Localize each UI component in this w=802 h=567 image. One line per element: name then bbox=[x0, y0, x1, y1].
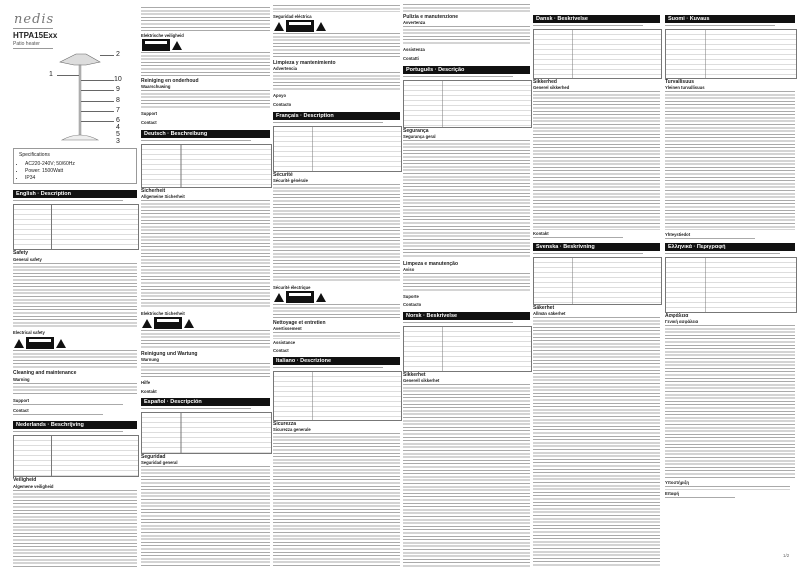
heading-contact-fr: Contact bbox=[273, 348, 289, 353]
text-block bbox=[141, 465, 270, 567]
heading-electrical-en: Electrical safety bbox=[13, 330, 45, 335]
heading-general-fi: Yleinen turvallisuus bbox=[665, 85, 705, 90]
heading-safety-sv: Säkerhet bbox=[533, 305, 555, 311]
section-header-el: Ελληνικά · Περιγραφή bbox=[665, 243, 795, 251]
text-block bbox=[141, 199, 270, 309]
caution-icons bbox=[142, 39, 182, 51]
text-block bbox=[141, 89, 270, 109]
text-block bbox=[403, 321, 513, 324]
text-block bbox=[273, 303, 400, 319]
text-block bbox=[533, 252, 643, 255]
heading-cleaning-de: Reinigung und Wartung bbox=[141, 351, 198, 357]
spec-item: • Power: 1500Watt bbox=[25, 168, 131, 175]
section-header-da: Dansk · Beskrivelse bbox=[533, 15, 660, 23]
text-block bbox=[665, 237, 755, 240]
model-title: HTPA15Exx bbox=[13, 31, 58, 40]
text-block bbox=[141, 407, 251, 410]
heading-general-it: Sicurezza generale bbox=[273, 427, 311, 432]
heading-support-fr: Assistance bbox=[273, 340, 296, 345]
heading-electrical-fr: Sécurité électrique bbox=[273, 285, 311, 290]
text-block bbox=[273, 32, 400, 58]
text-block bbox=[403, 139, 530, 259]
text-block bbox=[533, 24, 643, 27]
heading-cleaning-en: Cleaning and maintenance bbox=[13, 370, 77, 376]
leader-7 bbox=[81, 111, 114, 112]
warning-icon bbox=[316, 293, 326, 302]
section-header-pt: Português · Descrição bbox=[403, 66, 530, 74]
leader-9 bbox=[81, 90, 114, 91]
warning-icon bbox=[14, 339, 24, 348]
heading-support-en: Support bbox=[13, 398, 30, 403]
warning-icon bbox=[56, 339, 66, 348]
heading-general-el: Γενική ασφάλεια bbox=[665, 319, 699, 324]
part-number-6: 6 bbox=[116, 117, 120, 124]
spec-item: • AC220-240V; 50/60Hz bbox=[25, 161, 131, 168]
heading-safety-pt: Segurança bbox=[403, 128, 429, 134]
text-block bbox=[665, 90, 795, 230]
caution-icons bbox=[142, 317, 194, 329]
part-number-8: 8 bbox=[116, 97, 120, 104]
heading-cleaning-es: Limpieza y mantenimiento bbox=[273, 60, 336, 66]
text-block bbox=[273, 71, 400, 91]
heading-warning-de: Warnung bbox=[141, 357, 159, 362]
section-header-de: Deutsch · Beschreibung bbox=[141, 130, 270, 138]
heading-safety-no: Sikkerhet bbox=[403, 372, 426, 378]
text-block bbox=[273, 331, 400, 339]
text-block bbox=[665, 485, 790, 490]
text-block bbox=[403, 75, 513, 78]
spec-item: • IP34 bbox=[25, 175, 131, 182]
text-block bbox=[13, 403, 123, 406]
text-block bbox=[13, 489, 137, 567]
text-block bbox=[665, 24, 775, 27]
specifications-box bbox=[13, 148, 137, 184]
title-rule bbox=[13, 48, 53, 49]
heading-warning-es: Advertencia bbox=[273, 66, 297, 71]
part-number-3: 3 bbox=[116, 138, 120, 145]
part-number-2: 2 bbox=[116, 51, 120, 58]
heading-general-en: General safety bbox=[13, 257, 42, 262]
text-block bbox=[665, 324, 795, 479]
parts-table-fr bbox=[273, 126, 402, 172]
logo-rule bbox=[13, 28, 53, 29]
part-number-7: 7 bbox=[116, 107, 120, 114]
parts-table-nl bbox=[13, 435, 139, 477]
specifications-title: Specifications bbox=[19, 152, 50, 158]
parts-table-en bbox=[13, 204, 139, 250]
warning-icon bbox=[184, 319, 194, 328]
heading-warning-it: Avvertenza bbox=[403, 20, 426, 25]
caution-label-icon bbox=[142, 39, 170, 51]
parts-table-sv bbox=[533, 257, 662, 305]
text-block bbox=[141, 51, 270, 77]
text-block bbox=[141, 6, 270, 32]
caution-label-icon bbox=[154, 317, 182, 329]
heading-general-nl: Algemene veiligheid bbox=[13, 484, 54, 489]
text-block bbox=[403, 25, 530, 45]
heading-contact-de: Kontakt bbox=[141, 389, 157, 394]
text-block bbox=[665, 496, 735, 499]
leader-10 bbox=[81, 80, 114, 81]
section-header-en: English · Description bbox=[13, 190, 137, 198]
text-block bbox=[141, 139, 251, 142]
heading-safety-it: Sicurezza bbox=[273, 421, 297, 427]
heading-general-sv: Allmän säkerhet bbox=[533, 311, 566, 316]
page-number: 1/2 bbox=[783, 553, 790, 558]
heading-contact-it: Contatti bbox=[403, 56, 419, 61]
heading-safety-es: Seguridad bbox=[141, 454, 166, 460]
heading-cleaning-it: Pulizia e manutenzione bbox=[403, 14, 459, 20]
warning-icon bbox=[316, 22, 326, 31]
text-block bbox=[403, 3, 530, 12]
section-header-it: Italiano · Descrizione bbox=[273, 357, 400, 365]
leader-6 bbox=[81, 121, 114, 122]
heading-electrical-nl: Elektrische veiligheid bbox=[141, 33, 184, 38]
heading-contact-en: Contact bbox=[13, 408, 29, 413]
text-block bbox=[13, 430, 123, 433]
text-block bbox=[665, 252, 780, 255]
leader-2 bbox=[100, 55, 114, 56]
parts-table-el bbox=[665, 257, 797, 313]
text-block bbox=[13, 413, 103, 416]
parts-table-pt bbox=[403, 80, 532, 128]
heading-safety-el: Ασφάλεια bbox=[665, 313, 689, 319]
heading-contact-pt: Contacto bbox=[403, 302, 422, 307]
text-block bbox=[141, 362, 270, 378]
heading-contact-da: Kontakt bbox=[533, 231, 549, 236]
heading-contact-fi: Yhteystiedot bbox=[665, 232, 691, 237]
text-block bbox=[533, 90, 660, 230]
heading-contact-nl: Contact bbox=[141, 120, 157, 125]
caution-icons bbox=[14, 337, 66, 349]
heading-cleaning-nl: Reiniging en onderhoud bbox=[141, 78, 199, 84]
text-block bbox=[273, 432, 400, 567]
caution-icons bbox=[274, 291, 326, 303]
text-block bbox=[141, 329, 270, 349]
heading-warning-nl: Waarschuwing bbox=[141, 84, 171, 89]
warning-icon bbox=[172, 41, 182, 50]
heading-contact-es: Contacto bbox=[273, 102, 292, 107]
leader-8 bbox=[81, 101, 114, 102]
heading-general-da: Generel sikkerhed bbox=[533, 85, 570, 90]
section-header-es: Español · Descripción bbox=[141, 398, 270, 406]
heading-electrical-es: Seguridad eléctrica bbox=[273, 14, 312, 19]
text-block bbox=[273, 183, 400, 283]
part-number-4: 4 bbox=[116, 124, 120, 131]
text-block bbox=[273, 121, 383, 124]
caution-icons bbox=[274, 20, 326, 32]
text-block bbox=[13, 382, 137, 396]
warning-icon bbox=[142, 319, 152, 328]
text-block bbox=[403, 272, 530, 292]
part-number-10: 10 bbox=[114, 76, 122, 83]
heading-warning-en: Warning bbox=[13, 377, 30, 382]
caution-label-icon bbox=[286, 20, 314, 32]
parts-table-it bbox=[273, 371, 402, 421]
heading-general-de: Allgemeine Sicherheit bbox=[141, 194, 185, 199]
heading-safety-en: Safety bbox=[13, 250, 29, 256]
caution-label-icon bbox=[26, 337, 54, 349]
section-header-no: Norsk · Beskrivelse bbox=[403, 312, 530, 320]
product-name: Patio heater bbox=[13, 41, 40, 47]
heading-cleaning-fr: Nettoyage et entretien bbox=[273, 320, 326, 326]
section-header-nl: Nederlands · Beschrijving bbox=[13, 421, 137, 429]
heading-support-pt: Suporte bbox=[403, 294, 419, 299]
heading-warning-pt: Aviso bbox=[403, 267, 415, 272]
heading-support-es: Apoyo bbox=[273, 93, 287, 98]
text-block bbox=[13, 349, 137, 369]
text-block bbox=[533, 236, 623, 239]
heading-contact-el: Επαφή bbox=[665, 491, 680, 496]
section-header-fr: Français · Description bbox=[273, 112, 400, 120]
caution-label-icon bbox=[286, 291, 314, 303]
heading-safety-fr: Sécurité bbox=[273, 172, 293, 178]
section-header-sv: Svenska · Beskrivning bbox=[533, 243, 660, 251]
patio-heater-diagram bbox=[50, 50, 110, 142]
parts-table-de bbox=[141, 144, 272, 188]
text-block bbox=[13, 199, 123, 202]
heading-support-it: Assistenza bbox=[403, 47, 425, 52]
heading-warning-fr: Avertissement bbox=[273, 326, 302, 331]
warning-icon bbox=[274, 293, 284, 302]
heading-safety-da: Sikkerhed bbox=[533, 79, 557, 85]
parts-table-es bbox=[141, 412, 272, 454]
parts-table-no bbox=[403, 326, 532, 372]
heading-safety-fi: Turvallisuus bbox=[665, 79, 695, 85]
heading-support-nl: Support bbox=[141, 111, 158, 116]
heading-general-pt: Segurança geral bbox=[403, 134, 436, 139]
heading-support-de: Hilfe bbox=[141, 380, 151, 385]
part-number-9: 9 bbox=[116, 86, 120, 93]
warning-icon bbox=[274, 22, 284, 31]
heading-cleaning-pt: Limpeza e manutenção bbox=[403, 261, 459, 267]
heading-general-no: Generell sikkerhet bbox=[403, 378, 440, 383]
text-block bbox=[273, 4, 400, 12]
heading-safety-de: Sicherheit bbox=[141, 188, 166, 194]
nedis-logo: nedis bbox=[14, 12, 55, 27]
part-number-1: 1 bbox=[49, 71, 53, 78]
leader-1 bbox=[57, 75, 79, 76]
heading-electrical-de: Elektrische Sicherheit bbox=[141, 311, 185, 316]
text-block bbox=[533, 316, 660, 567]
heading-safety-nl: Veiligheid bbox=[13, 477, 37, 483]
heading-general-fr: Sécurité générale bbox=[273, 178, 308, 183]
part-number-5: 5 bbox=[116, 131, 120, 138]
section-header-fi: Suomi · Kuvaus bbox=[665, 15, 795, 23]
parts-table-da bbox=[533, 29, 662, 79]
text-block bbox=[13, 262, 137, 328]
text-block bbox=[273, 366, 383, 369]
parts-table-fi bbox=[665, 29, 797, 79]
heading-general-es: Seguridad general bbox=[141, 460, 178, 465]
heading-support-el: Υποστήριξη bbox=[665, 480, 689, 485]
text-block bbox=[403, 383, 530, 567]
